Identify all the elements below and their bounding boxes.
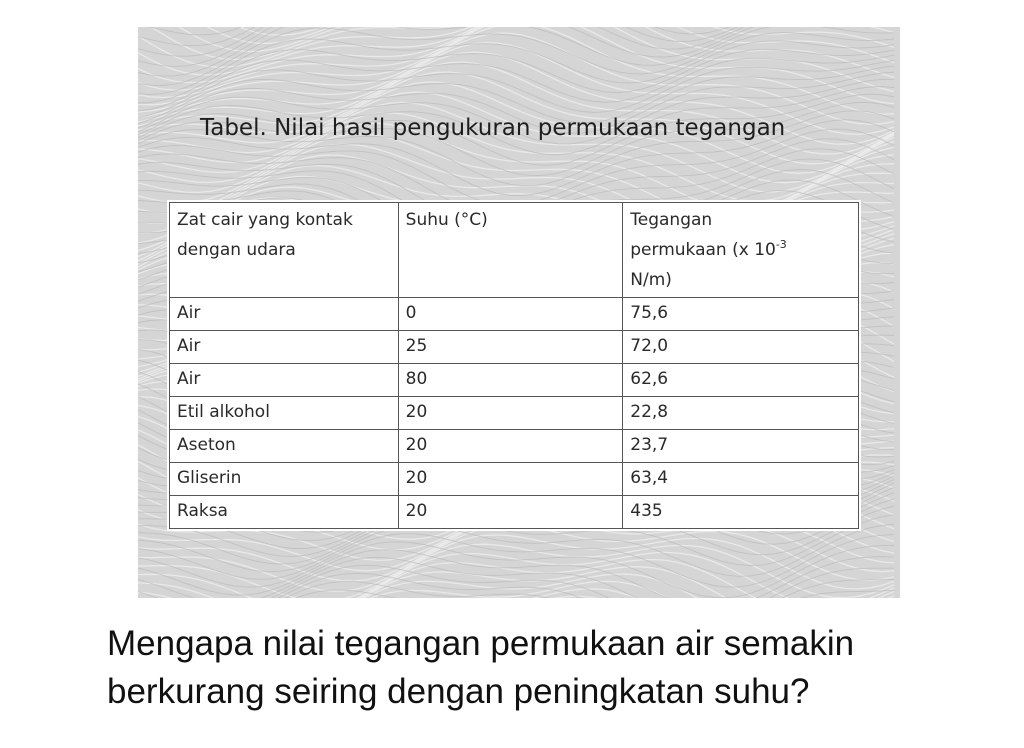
cell-surface-tension: 22,8 <box>623 397 859 430</box>
cell-temperature: 20 <box>398 496 623 529</box>
table-row <box>170 331 859 364</box>
cell-temperature: 20 <box>398 397 623 430</box>
table-row <box>170 298 859 331</box>
table-header-row <box>170 203 859 298</box>
table-row <box>170 430 859 463</box>
header-substance: Zat cair yang kontak dengan udara <box>170 203 399 298</box>
cell-substance: Etil alkohol <box>170 397 399 430</box>
cell-surface-tension: 23,7 <box>623 430 859 463</box>
cell-surface-tension: 62,6 <box>623 364 859 397</box>
cell-substance: Raksa <box>170 496 399 529</box>
cell-surface-tension: 72,0 <box>623 331 859 364</box>
cell-substance: Air <box>170 364 399 397</box>
question-line-2: berkurang seiring dengan peningkatan suhu? <box>107 672 810 711</box>
table-row <box>170 496 859 529</box>
cell-temperature: 20 <box>398 430 623 463</box>
cell-temperature: 80 <box>398 364 623 397</box>
cell-temperature: 25 <box>398 331 623 364</box>
cell-temperature: 0 <box>398 298 623 331</box>
cell-substance: Air <box>170 298 399 331</box>
cell-substance: Aseton <box>170 430 399 463</box>
surface-tension-table <box>169 202 859 529</box>
header-temperature: Suhu (°C) <box>398 203 623 298</box>
question-text <box>107 620 987 716</box>
header-surface-tension: Tegangan permukaan (x $10^{-3}$ N/m) <box>623 203 859 298</box>
table-row <box>170 397 859 430</box>
table-row <box>170 364 859 397</box>
cell-substance: Air <box>170 331 399 364</box>
slide-image <box>138 27 900 598</box>
cell-temperature: 20 <box>398 463 623 496</box>
question-line-1: Mengapa nilai tegangan permukaan air semakin <box>107 624 855 663</box>
cell-surface-tension: 435 <box>623 496 859 529</box>
cell-surface-tension: 63,4 <box>623 463 859 496</box>
table-row <box>170 463 859 496</box>
table-title: Tabel. Nilai hasil pengukuran permukaan tegangan <box>200 115 786 141</box>
cell-substance: Gliserin <box>170 463 399 496</box>
cell-surface-tension: 75,6 <box>623 298 859 331</box>
